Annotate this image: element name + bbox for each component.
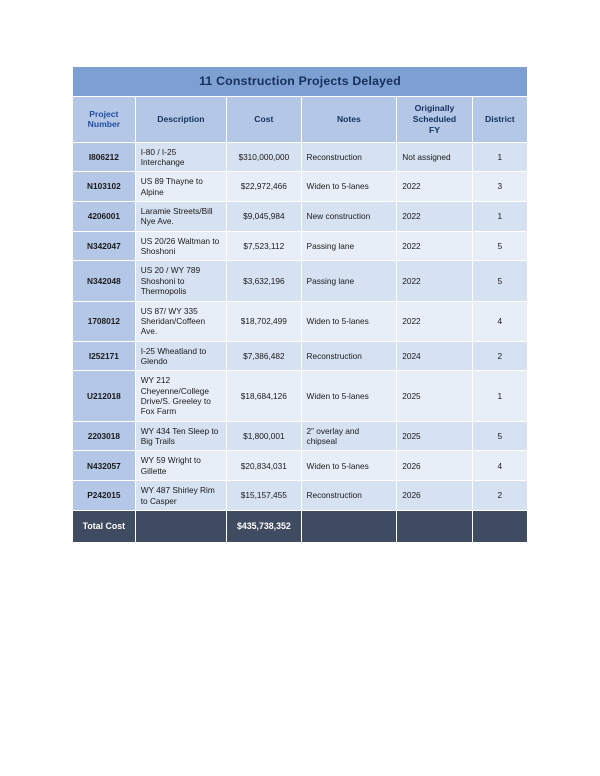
cell-description: I-80 / I-25 Interchange — [135, 142, 226, 172]
column-header-project-number — [73, 97, 136, 142]
cell-notes: Reconstruction — [301, 481, 397, 511]
cell-district: 4 — [472, 451, 527, 481]
total-empty-fy — [397, 510, 472, 542]
cell-notes: Widen to 5-lanes — [301, 172, 397, 202]
cell-notes: Passing lane — [301, 231, 397, 261]
cell-district: 3 — [472, 172, 527, 202]
cell-cost: $22,972,466 — [227, 172, 301, 202]
total-empty-description — [135, 510, 226, 542]
cell-district: 1 — [472, 371, 527, 421]
table-row — [73, 421, 528, 451]
cell-notes: Widen to 5-lanes — [301, 371, 397, 421]
total-empty-district — [472, 510, 527, 542]
cell-project-number: 2203018 — [73, 421, 136, 451]
cell-fy: 2022 — [397, 261, 472, 301]
cell-district: 5 — [472, 261, 527, 301]
cell-fy: Not assigned — [397, 142, 472, 172]
cell-district: 2 — [472, 341, 527, 371]
cell-notes: New construction — [301, 202, 397, 232]
projects-table-container — [72, 66, 528, 543]
column-header-fy-line3: FY — [428, 124, 440, 135]
cell-notes: Widen to 5-lanes — [301, 451, 397, 481]
column-header-project-number-line2: Number — [87, 119, 121, 130]
cell-fy: 2022 — [397, 202, 472, 232]
cell-district: 5 — [472, 231, 527, 261]
cell-district: 1 — [472, 142, 527, 172]
cell-description: US 87/ WY 335 Sheridan/Coffeen Ave. — [135, 301, 226, 341]
cell-fy: 2022 — [397, 301, 472, 341]
cell-fy: 2026 — [397, 481, 472, 511]
cell-project-number: N103102 — [73, 172, 136, 202]
cell-cost: $1,800,001 — [227, 421, 301, 451]
table-row — [73, 202, 528, 232]
table-header-row — [73, 97, 528, 142]
cell-cost: $7,386,482 — [227, 341, 301, 371]
table-row — [73, 451, 528, 481]
cell-fy: 2024 — [397, 341, 472, 371]
cell-description: US 20 / WY 789 Shoshoni to Thermopolis — [135, 261, 226, 301]
total-empty-notes — [301, 510, 397, 542]
cell-project-number: 1708012 — [73, 301, 136, 341]
column-header-description: Description — [135, 97, 226, 142]
cell-fy: 2026 — [397, 451, 472, 481]
cell-cost: $9,045,984 — [227, 202, 301, 232]
column-header-district: District — [472, 97, 527, 142]
column-header-fy-line2: Scheduled — [412, 114, 457, 125]
cell-description: WY 212 Cheyenne/College Drive/S. Greeley to Fox Farm — [135, 371, 226, 421]
column-header-fy-line1: Originally — [414, 103, 455, 114]
cell-description: US 89 Thayne to Alpine — [135, 172, 226, 202]
cell-cost: $3,632,196 — [227, 261, 301, 301]
table-row — [73, 481, 528, 511]
table-title-row — [73, 67, 528, 97]
cell-description: Laramie Streets/Bill Nye Ave. — [135, 202, 226, 232]
cell-fy: 2025 — [397, 421, 472, 451]
projects-table — [72, 66, 528, 543]
table-row — [73, 172, 528, 202]
cell-cost: $310,000,000 — [227, 142, 301, 172]
cell-fy: 2025 — [397, 371, 472, 421]
cell-notes: Reconstruction — [301, 341, 397, 371]
page-title: 11 Construction Projects Delayed — [73, 67, 528, 97]
cell-project-number: 4206001 — [73, 202, 136, 232]
cell-project-number: I806212 — [73, 142, 136, 172]
cell-notes: Passing lane — [301, 261, 397, 301]
cell-cost: $20,834,031 — [227, 451, 301, 481]
cell-project-number: I252171 — [73, 341, 136, 371]
cell-district: 5 — [472, 421, 527, 451]
total-cost-value: $435,738,352 — [227, 510, 301, 542]
cell-district: 2 — [472, 481, 527, 511]
cell-notes: Reconstruction — [301, 142, 397, 172]
cell-project-number: N342047 — [73, 231, 136, 261]
cell-project-number: U212018 — [73, 371, 136, 421]
cell-description: US 20/26 Waltman to Shoshoni — [135, 231, 226, 261]
cell-cost: $18,684,126 — [227, 371, 301, 421]
total-cost-label: Total Cost — [73, 510, 136, 542]
table-total-row — [73, 510, 528, 542]
cell-project-number: P242015 — [73, 481, 136, 511]
cell-notes: 2” overlay and chipseal — [301, 421, 397, 451]
table-row — [73, 231, 528, 261]
cell-fy: 2022 — [397, 172, 472, 202]
cell-district: 4 — [472, 301, 527, 341]
cell-project-number: N342048 — [73, 261, 136, 301]
column-header-cost: Cost — [227, 97, 301, 142]
cell-cost: $15,157,455 — [227, 481, 301, 511]
table-row — [73, 301, 528, 341]
cell-district: 1 — [472, 202, 527, 232]
cell-notes: Widen to 5-lanes — [301, 301, 397, 341]
cell-description: I-25 Wheatland to Glendo — [135, 341, 226, 371]
cell-project-number: N432057 — [73, 451, 136, 481]
cell-description: WY 487 Shirley Rim to Casper — [135, 481, 226, 511]
table-row — [73, 341, 528, 371]
cell-fy: 2022 — [397, 231, 472, 261]
cell-cost: $18,702,499 — [227, 301, 301, 341]
table-row — [73, 261, 528, 301]
cell-description: WY 434 Ten Sleep to Big Trails — [135, 421, 226, 451]
table-row — [73, 371, 528, 421]
column-header-notes: Notes — [301, 97, 397, 142]
table-row — [73, 142, 528, 172]
cell-cost: $7,523,112 — [227, 231, 301, 261]
column-header-originally-scheduled-fy — [397, 97, 472, 142]
cell-description: WY 59 Wright to Gillette — [135, 451, 226, 481]
column-header-project-number-line1: Project — [89, 108, 119, 119]
